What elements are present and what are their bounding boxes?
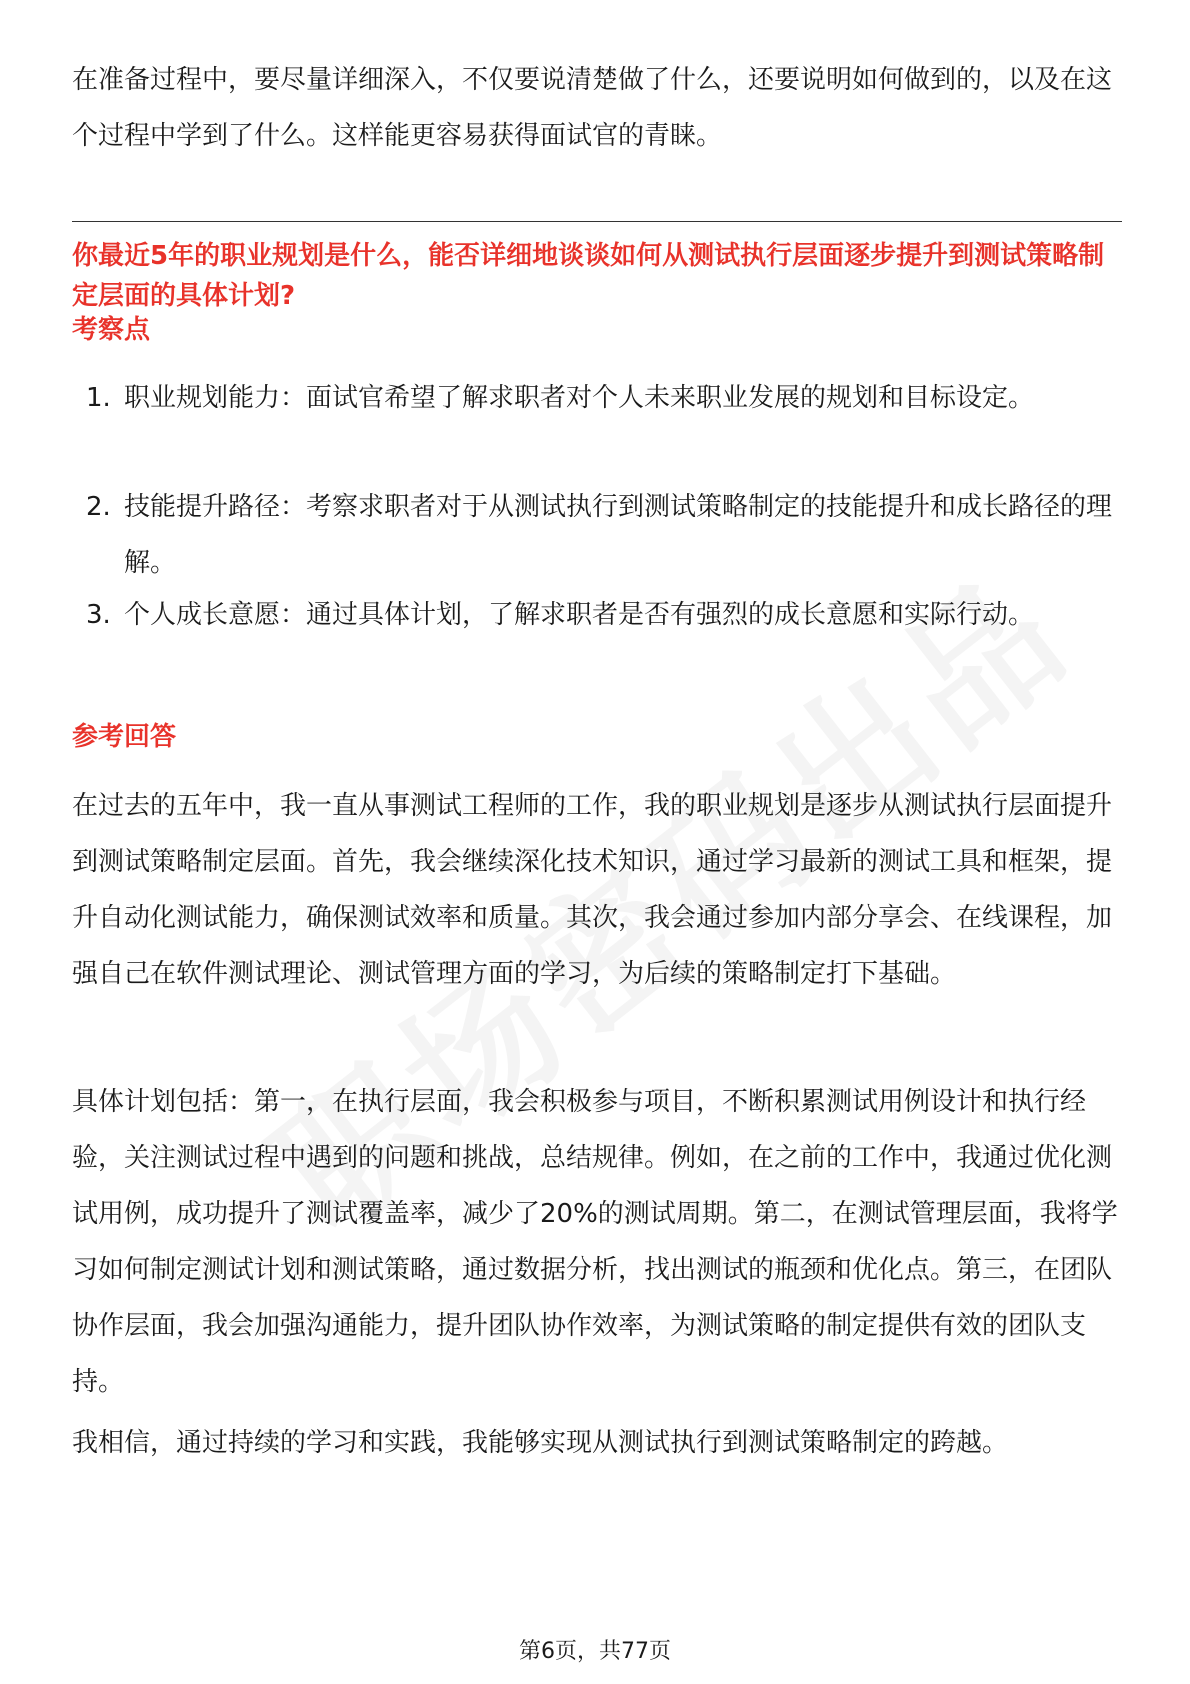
points-heading: 考察点 (72, 315, 151, 345)
answer-paragraph: 在过去的五年中，我一直从事测试工程师的工作，我的职业规划是逐步从测试执行层面提升到测试策略制定层面。首先，我会继续深化技术知识，通过学习最新的测试工具和框架，提升自动化测试能力，确保测试效率和质量。其次，我会通过参加内部分享会、在线课程，加强自己在软件测试理论、测试管理方面的学习，为后续的策略制定打下基础。 (72, 791, 1113, 989)
list-number: 3. (86, 600, 111, 630)
list-text: 职业规划能力：面试官希望了解求职者对个人未来职业发展的规划和目标设定。 (124, 383, 1035, 413)
answer-heading: 参考回答 (72, 722, 177, 752)
answer-paragraph: 具体计划包括：第一，在执行层面，我会积极参与项目，不断积累测试用例设计和执行经验，关注测试过程中遇到的问题和挑战，总结规律。例如，在之前的工作中，我通过优化测试用例，成功提升了测试覆盖率，减少了20%的测试周期。第二，在测试管理层面，我将学习如何制定测试计划和测试策略，通过数据分析，找出测试的瓶颈和优化点。第三，在团队协作层面，我会加强沟通能力，提升团队协作效率，为测试策略的制定提供有效的团队支持。 (72, 1087, 1118, 1397)
list-number: 2. (86, 492, 111, 522)
section-divider (72, 221, 1122, 222)
intro-paragraph: 在准备过程中，要尽量详细深入，不仅要说清楚做了什么，还要说明如何做到的，以及在这个过程中学到了什么。这样能更容易获得面试官的青睐。 (72, 65, 1113, 151)
list-item (72, 587, 1122, 643)
question-title: 你最近5年的职业规划是什么，能否详细地谈谈如何从测试执行层面逐步提升到测试策略制定层面的具体计划? (72, 241, 1105, 311)
list-item (72, 479, 1122, 591)
list-text: 技能提升路径：考察求职者对于从测试执行到测试策略制定的技能提升和成长路径的理解。 (124, 492, 1113, 578)
answer-paragraph: 我相信，通过持续的学习和实践，我能够实现从测试执行到测试策略制定的跨越。 (72, 1428, 1009, 1458)
list-item (72, 370, 1122, 426)
list-text: 个人成长意愿：通过具体计划，了解求职者是否有强烈的成长意愿和实际行动。 (124, 600, 1035, 630)
page-number: 第6页，共77页 (519, 1639, 671, 1664)
list-number: 1. (86, 383, 111, 413)
